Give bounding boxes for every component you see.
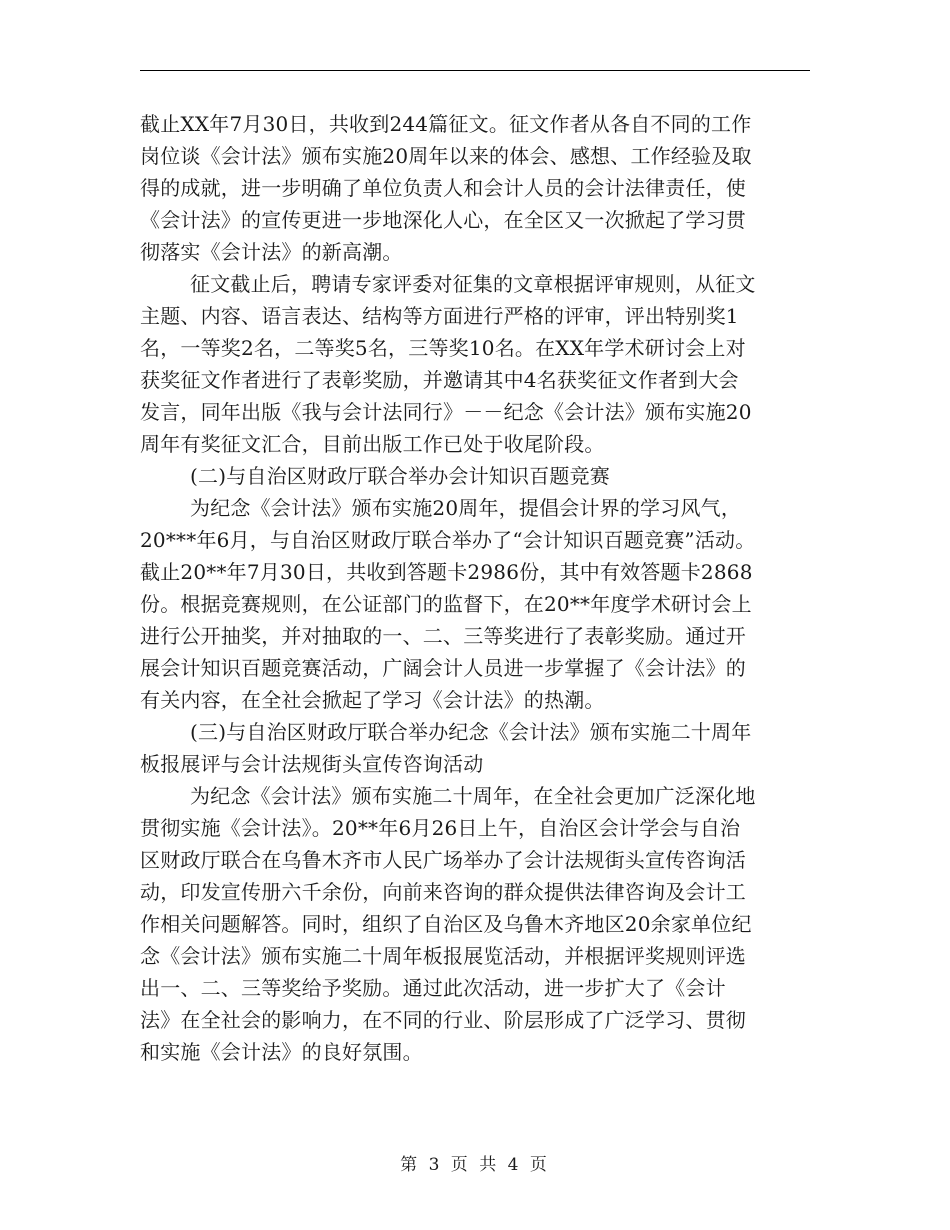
text-line: 获奖征文作者进行了表彰奖励，并邀请其中4名获奖征文作者到大会 [140, 368, 739, 392]
text-line: 周年有奖征文汇合，目前出版工作已处于收尾阶段。 [140, 432, 605, 456]
text-line: 进行公开抽奖，并对抽取的一、二、三等奖进行了表彰奖励。通过开 [140, 624, 746, 648]
text-line: 截止XX年7月30日，共收到244篇征文。征文作者从各自不同的工作 [140, 112, 752, 136]
text-line: 得的成就，进一步明确了单位负责人和会计人员的会计法律责任，使 [140, 176, 746, 200]
section-heading-3: (三)与自治区财政厅联合举办纪念《会计法》颁布实施二十周年 [190, 720, 752, 744]
text-line: 发言，同年出版《我与会计法同行》－－纪念《会计法》颁布实施20 [140, 400, 752, 424]
text-line: 动，印发宣传册六千余份，向前来咨询的群众提供法律咨询及会计工 [140, 880, 746, 904]
text-line: 作相关问题解答。同时，组织了自治区及乌鲁木齐地区20余家单位纪 [140, 912, 752, 936]
text-line: 《会计法》的宣传更进一步地深化人心，在全区又一次掀起了学习贯 [140, 208, 746, 232]
text-line: 展会计知识百题竞赛活动，广阔会计人员进一步掌握了《会计法》的 [140, 656, 746, 680]
text-line: 和实施《会计法》的良好氛围。 [140, 1040, 423, 1064]
paragraph-start-line: 为纪念《会计法》颁布实施二十周年，在全社会更加广泛深化地 [190, 784, 756, 808]
text-line: 念《会计法》颁布实施二十周年板报展览活动，并根据评奖规则评选 [140, 944, 746, 968]
text-line: 有关内容，在全社会掀起了学习《会计法》的热潮。 [140, 688, 605, 712]
header-rule [140, 70, 810, 71]
text-line: 主题、内容、语言表达、结构等方面进行严格的评审，评出特别奖1 [140, 304, 739, 328]
text-line: 份。根据竞赛规则，在公证部门的监督下，在20**年度学术研讨会上 [140, 592, 752, 616]
section-heading-2: (二)与自治区财政厅联合举办会计知识百题竞赛 [190, 464, 611, 488]
text-line: 截止20**年7月30日，共收到答题卡2986份，其中有效答题卡2868 [140, 560, 753, 584]
text-line: 20***年6月，与自治区财政厅联合举办了“会计知识百题竞赛”活动。 [140, 528, 756, 552]
text-line: 出一、二、三等奖给予奖励。通过此次活动，进一步扩大了《会计 [140, 976, 726, 1000]
page-number-footer: 第 3 页 共 4 页 [400, 1155, 550, 1175]
paragraph-start-line: 征文截止后，聘请专家评委对征集的文章根据评审规则，从征文 [190, 272, 756, 296]
text-line: 岗位谈《会计法》颁布实施20周年以来的体会、感想、工作经验及取 [140, 144, 752, 168]
section-heading-3-continued: 板报展评与会计法规街头宣传咨询活动 [140, 752, 484, 776]
text-line: 彻落实《会计法》的新高潮。 [140, 240, 403, 264]
text-line: 区财政厅联合在乌鲁木齐市人民广场举办了会计法规街头宣传咨询活 [140, 848, 746, 872]
text-line: 名，一等奖2名，二等奖5名，三等奖10名。在XX年学术研讨会上对 [140, 336, 746, 360]
text-line: 法》在全社会的影响力，在不同的行业、阶层形成了广泛学习、贯彻 [140, 1008, 746, 1032]
paragraph-start-line: 为纪念《会计法》颁布实施20周年，提倡会计界的学习风气， [190, 496, 742, 520]
text-line: 贯彻实施《会计法》。20**年6月26日上午，自治区会计学会与自治 [140, 816, 741, 840]
